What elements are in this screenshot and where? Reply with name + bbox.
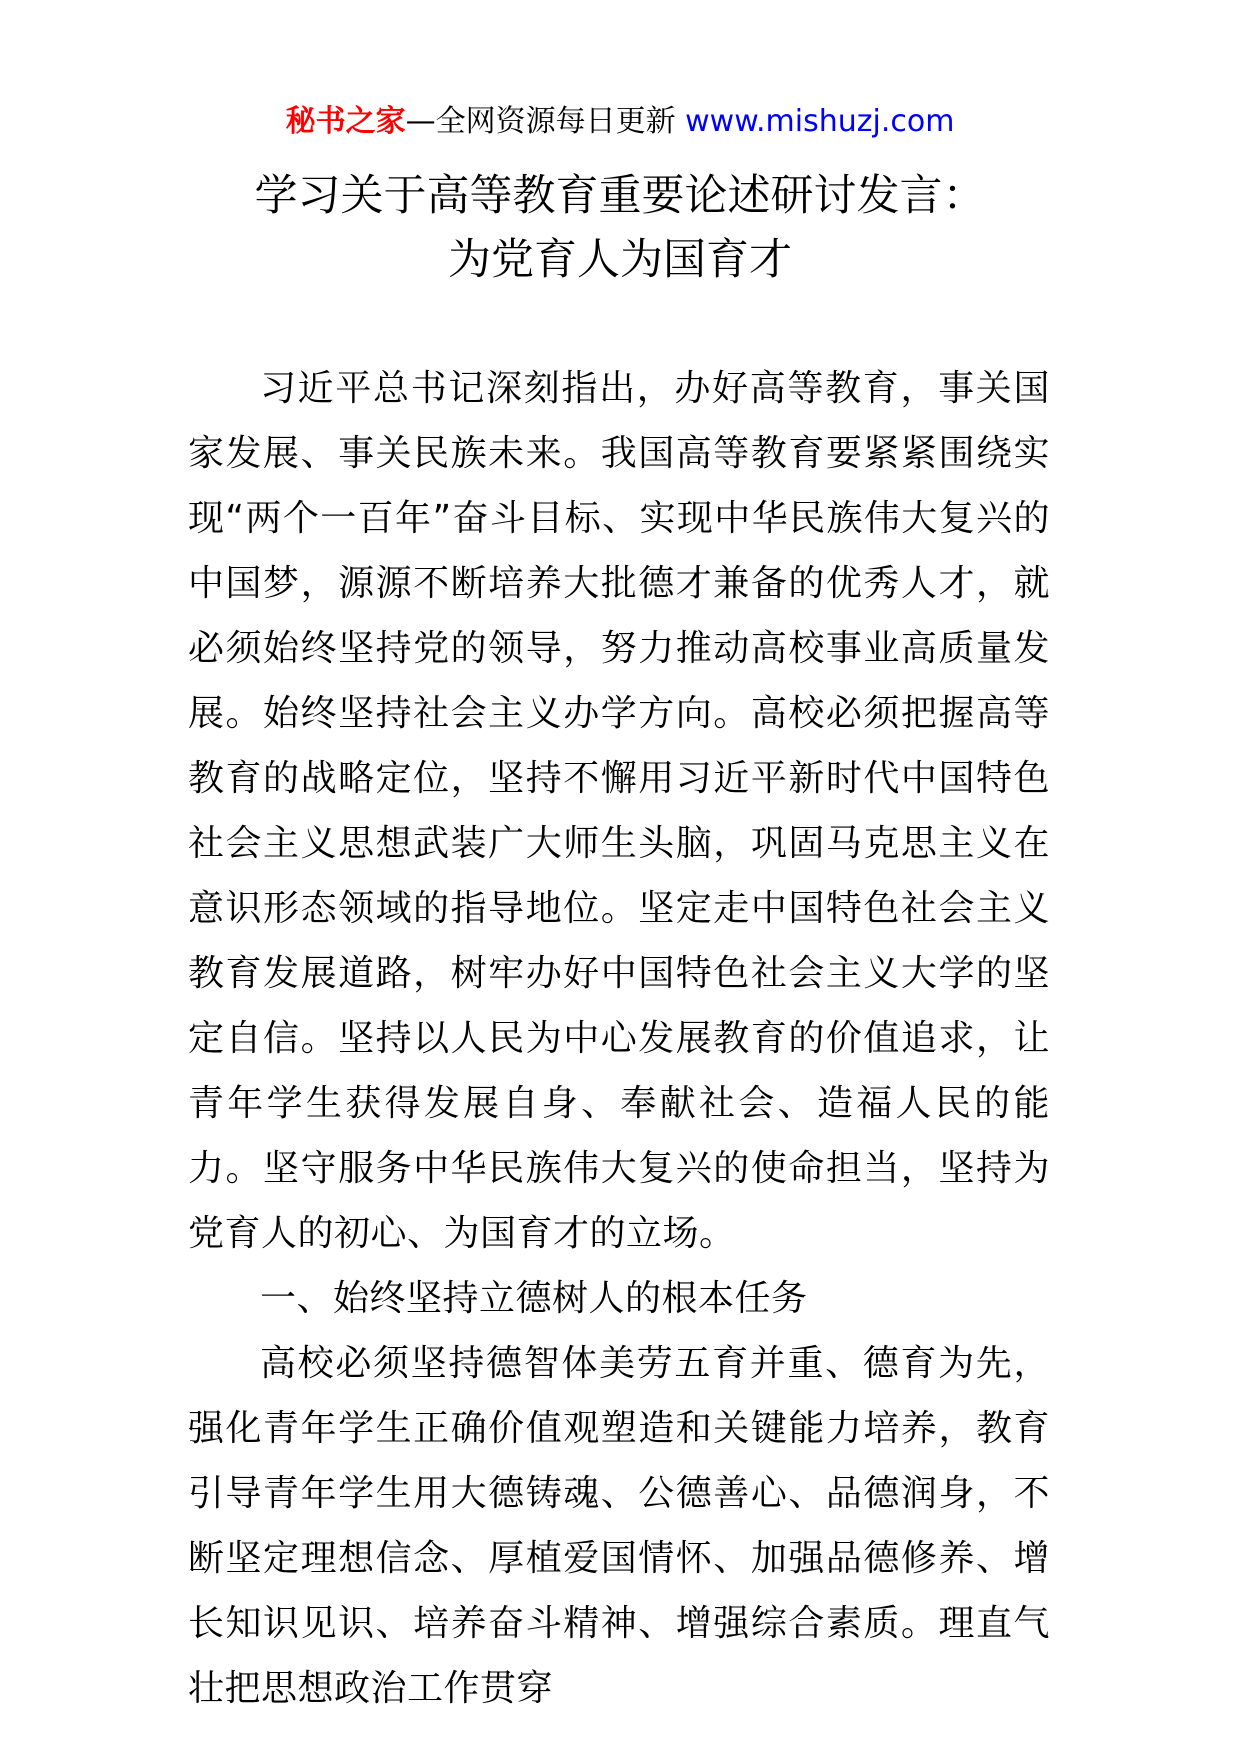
- site-header: [0, 100, 1240, 144]
- header-url-link[interactable]: www.mishuzj.com: [685, 104, 955, 139]
- body-paragraph-2: 高校必须坚持德智体美劳五育并重、德育为先，强化青年学生正确价值观塑造和关键能力培养，教育引导青年学生用大德铸魂、公德善心、品德润身，不断坚定理想信念、厚植爱国情怀、加强品德修养、增长知识见识、培养奋斗精神、增强综合素质。理直气壮把思想政治工作贯穿: [188, 1343, 1050, 1709]
- header-brand: 秘书之家: [285, 104, 406, 139]
- header-tagline: —全网资源每日更新: [405, 104, 676, 139]
- document-title-line-2: 为党育人为国育才: [448, 235, 792, 285]
- body-paragraph-1: 习近平总书记深刻指出，办好高等教育，事关国家发展、事关民族未来。我国高等教育要紧紧围绕实现“两个一百年”奋斗目标、实现中华民族伟大复兴的中国梦，源源不断培养大批德才兼备的优秀人才，就必须始终坚持党的领导，努力推动高校事业高质量发展。始终坚持社会主义办学方向。高校必须把握高等教育的战略定位，坚持不懈用习近平新时代中国特色社会主义思想武装广大师生头脑，巩固马克思主义在意识形态领域的指导地位。坚定走中国特色社会主义教育发展道路，树牢办好中国特色社会主义大学的坚定自信。坚持以人民为中心发展教育的价值追求，让青年学生获得发展自身、奉献社会、造福人民的能力。坚守服务中华民族伟大复兴的使命担当，坚持为党育人的初心、为国育才的立场。: [188, 368, 1050, 1254]
- document-title-line-1: 学习关于高等教育重要论述研讨发言：: [254, 171, 986, 221]
- section-heading-1: 一、始终坚持立德树人的根本任务: [260, 1278, 808, 1319]
- document-body: [188, 356, 1050, 1721]
